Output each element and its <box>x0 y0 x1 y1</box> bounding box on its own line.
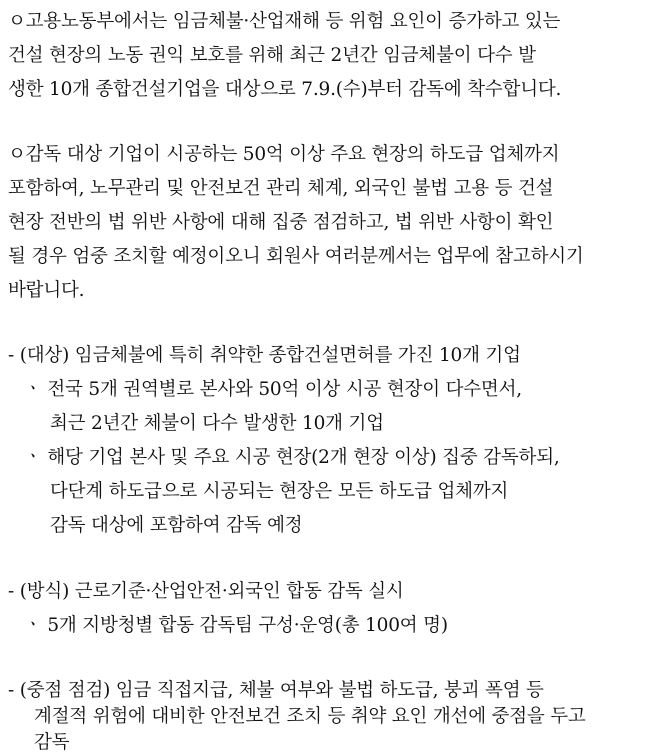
text-line: 포함하여, 노무관리 및 안전보건 관리 체계, 외국인 불법 고용 등 건설 <box>8 178 554 199</box>
text-line: ㅇ감독 대상 기업이 시공하는 50억 이상 주요 현장의 하도급 업체까지 <box>8 144 560 165</box>
section-heading: - (중점 점검) 임금 직접지급, 체불 여부와 불법 하도급, 붕괴 폭염 등 <box>8 680 544 701</box>
text-line: ㅇ고용노동부에서는 임금체불·산업재해 등 위험 요인이 증가하고 있는 <box>8 11 561 32</box>
bullet-item: ㆍ 해당 기업 본사 및 주요 시공 현장(2개 현장 이상) 집중 감독하되, <box>24 447 560 468</box>
text-line: 건설 현장의 노동 권익 보호를 위해 최근 2년간 임금체불이 다수 발 <box>8 45 536 66</box>
bullet-item: ㆍ 5개 지방청별 합동 감독팀 구성·운영(총 100여 명) <box>24 615 448 636</box>
text-line: 바랍니다. <box>8 280 85 301</box>
section-heading: - (방식) 근로기준·산업안전·외국인 합동 감독 실시 <box>8 581 404 602</box>
text-line: 감독 <box>34 732 70 753</box>
bullet-continuation: 감독 대상에 포함하여 감독 예정 <box>50 515 303 536</box>
bullet-item: ㆍ 전국 5개 권역별로 본사와 50억 이상 시공 현장이 다수면서, <box>24 379 522 400</box>
text-line: 될 경우 엄중 조치할 예정이오니 회원사 여러분께서는 업무에 참고하시기 <box>8 246 584 267</box>
text-line: 현장 전반의 법 위반 사항에 대해 집중 점검하고, 법 위반 사항이 확인 <box>8 212 554 233</box>
text-line: 생한 10개 종합건설기업을 대상으로 7.9.(수)부터 감독에 착수합니다. <box>8 79 562 100</box>
bullet-continuation: 최근 2년간 체불이 다수 발생한 10개 기업 <box>50 413 384 434</box>
bullet-continuation: 다단계 하도급으로 시공되는 현장은 모든 하도급 업체까지 <box>50 481 509 502</box>
text-line: 계절적 위험에 대비한 안전보건 조치 등 취약 요인 개선에 중점을 두고 <box>34 706 586 727</box>
section-heading: - (대상) 임금체불에 특히 취약한 종합건설면허를 가진 10개 기업 <box>8 345 521 366</box>
